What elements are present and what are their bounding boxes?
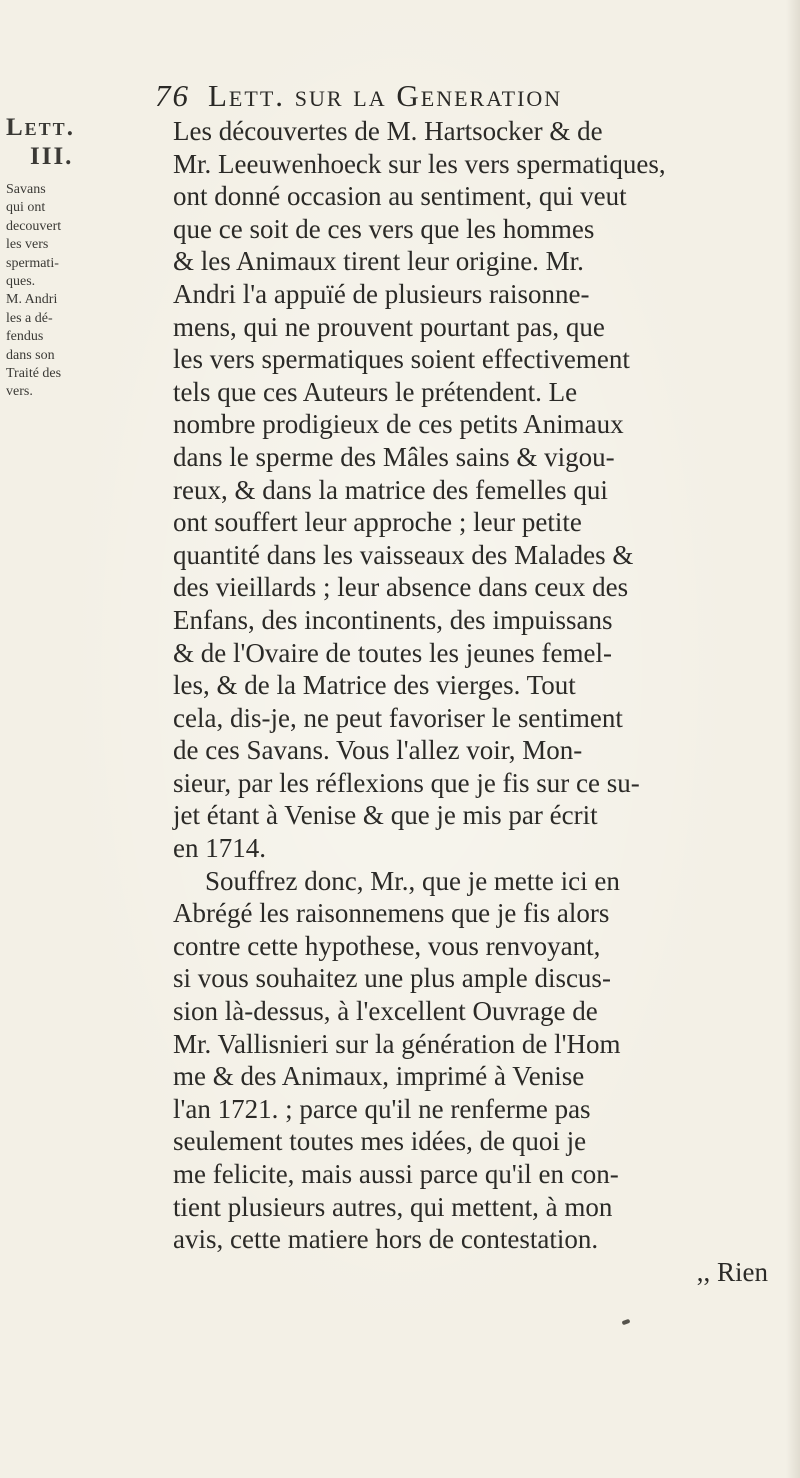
text-line: ont donné occasion au sentiment, qui veut <box>173 181 627 212</box>
text-line: sion là-dessus, à l'excellent Ouvrage de <box>173 996 598 1027</box>
text-line: nombre prodigieux de ces petits Animaux <box>173 409 624 440</box>
text-line: reux, & dans la matrice des femelles qui <box>173 474 608 505</box>
text-line: sieur, par les réflexions que je fis sur ce su- <box>173 767 640 798</box>
text-line: & les Animaux tirent leur origine. Mr. <box>173 246 584 277</box>
text-line: des vieillards ; leur absence dans ceux des <box>173 572 629 603</box>
text-line: contre cette hypothese, vous renvoyant, <box>173 930 601 961</box>
margin-note <box>6 113 156 402</box>
running-head-title: Lett. sur la Generation <box>208 78 563 113</box>
text-line: seulement toutes mes idées, de quoi je <box>173 1126 587 1157</box>
margin-line: qui ont <box>6 200 46 216</box>
margin-line: ques. <box>6 273 36 289</box>
margin-line: Traité des <box>6 365 62 381</box>
margin-letter-label <box>6 113 156 171</box>
text-line: & de l'Ovaire de toutes les jeunes femel- <box>173 637 612 668</box>
text-line: tels que ces Auteurs le prétendent. Le <box>173 376 578 407</box>
margin-line: vers. <box>6 384 33 400</box>
text-line: Souffrez donc, Mr., que je mette ici en <box>205 865 620 896</box>
margin-line: M. Andri <box>6 292 58 308</box>
running-head <box>155 78 755 118</box>
text-line: ont souffert leur approche ; leur petite <box>173 507 582 538</box>
text-line: avis, cette matiere hors de contestation. <box>173 1224 599 1255</box>
margin-line: Savans <box>6 182 46 197</box>
text-line: Abrégé les raisonnemens que je fis alors <box>173 898 610 929</box>
text-line: Les découvertes de M. Hartsocker & de <box>173 116 603 146</box>
text-line: Mr. Leeuwenhoeck sur les vers spermatiques, <box>173 148 666 179</box>
text-line: jet étant à Venise & que je mis par écrit <box>173 800 598 831</box>
text-line: Mr. Vallisnieri sur la génération de l'Hom <box>173 1028 621 1059</box>
text-line: quantité dans les vaisseaux des Malades & <box>173 539 634 570</box>
text-line: cela, dis-je, ne peut favoriser le sentiment <box>173 702 623 733</box>
text-line: de ces Savans. Vous l'allez voir, Mon- <box>173 735 583 766</box>
text-line: les, & de la Matrice des vierges. Tout <box>173 670 576 701</box>
text-line: Andri l'a appuïé de plusieurs raisonne- <box>173 278 590 309</box>
catchword: ,, Rien <box>696 1256 768 1287</box>
margin-summary <box>6 181 156 402</box>
text-line: mens, qui ne prouvent pourtant pas, que <box>173 311 605 342</box>
ink-mark <box>622 1319 631 1325</box>
margin-line: decouvert <box>6 218 62 234</box>
margin-line: les a dé- <box>6 310 53 326</box>
text-line: me felicite, mais aussi parce qu'il en con- <box>173 1159 619 1189</box>
text-line: dans le sperme des Mâles sains & vigou- <box>173 441 615 472</box>
text-line: les vers spermatiques soient effectivement <box>173 344 630 375</box>
page-edge-shadow <box>786 0 800 1478</box>
margin-letter-number: III. <box>30 143 74 170</box>
text-line: me & des Animaux, imprimé à Venise <box>173 1061 585 1092</box>
margin-line: les vers <box>6 237 49 253</box>
margin-line: fendus <box>6 329 44 345</box>
text-line: l'an 1721. ; parce qu'il ne renferme pas <box>173 1093 591 1124</box>
text-line: en 1714. <box>173 833 266 864</box>
margin-letter-word: Lett. <box>6 114 75 141</box>
text-line: que ce soit de ces vers que les hommes <box>173 213 595 244</box>
body-text <box>173 115 778 1288</box>
page-number: 76 <box>155 78 190 113</box>
margin-line: spermati- <box>6 255 59 271</box>
text-line: tient plusieurs autres, qui mettent, à mon <box>173 1191 613 1222</box>
text-line: Enfans, des incontinents, des impuissans <box>173 604 613 635</box>
text-line: si vous souhaitez une plus ample discus- <box>173 963 611 994</box>
margin-line: dans son <box>6 347 55 363</box>
